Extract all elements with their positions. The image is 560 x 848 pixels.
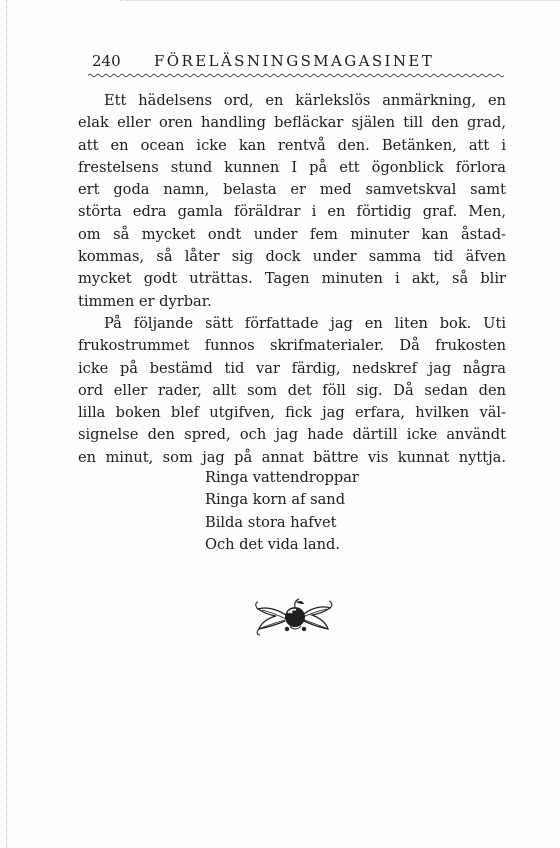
fruit-ornament-icon [252,596,334,640]
page-number: 240 [92,52,121,70]
scan-edge-top [120,0,560,2]
body-text [78,90,506,469]
text-line: signelse den spred, och jag hade därtill icke användt [78,426,506,444]
text-line: elak eller oren handling befläckar själen till den grad, [78,114,506,132]
text-line: en minut, som jag på annat bättre vis kunnat nyttja. [78,448,506,466]
scan-edge-left [0,0,7,848]
poem-line: Ringa korn af sand [205,491,346,509]
text-line: ert goda namn, belasta er med samvetskval samt [78,181,506,199]
text-line: mycket godt uträttas. Tagen minuten i akt, så blir [78,270,506,288]
running-title: FÖRELÄSNINGSMAGASINET [154,52,435,70]
header-wavy-rule [88,73,504,78]
page-header [92,52,512,70]
text-line: lilla boken blef utgifven, fick jag erfara, hvilken väl- [78,404,506,422]
text-line: frestelsens stund kunnen I på ett ögonblick förlora [78,158,506,176]
poem-line: Bilda stora hafvet [205,513,337,531]
paragraph-1 [78,90,506,313]
text-line: Ett hädelsens ord, en kärlekslös anmärkning, en [104,92,506,109]
text-line: kommas, så låter sig dock under samma tid äfven [78,248,506,266]
poem-line: Ringa vattendroppar [205,469,359,486]
text-line: timmen er dyrbar. [78,292,212,310]
text-line: ord eller rader, allt som det föll sig. Då sedan den [78,381,506,399]
poem-line: Och det vida land. [205,535,340,553]
text-line: På följande sätt författade jag en liten bok. Uti [104,314,506,332]
text-line: om så mycket ondt under fem minuter kan åstad- [78,225,506,243]
text-line: frukostrummet funnos skrifmaterialer. Då frukosten [78,337,506,355]
paragraph-2 [78,313,506,469]
text-line: icke på bestämd tid var färdig, nedskref jag några [78,359,506,377]
text-line: att en ocean icke kan rentvå den. Betänken, att i [78,136,506,154]
poem [205,467,359,556]
text-line: störta edra gamla föräldrar i en förtidig graf. Men, [78,203,506,221]
